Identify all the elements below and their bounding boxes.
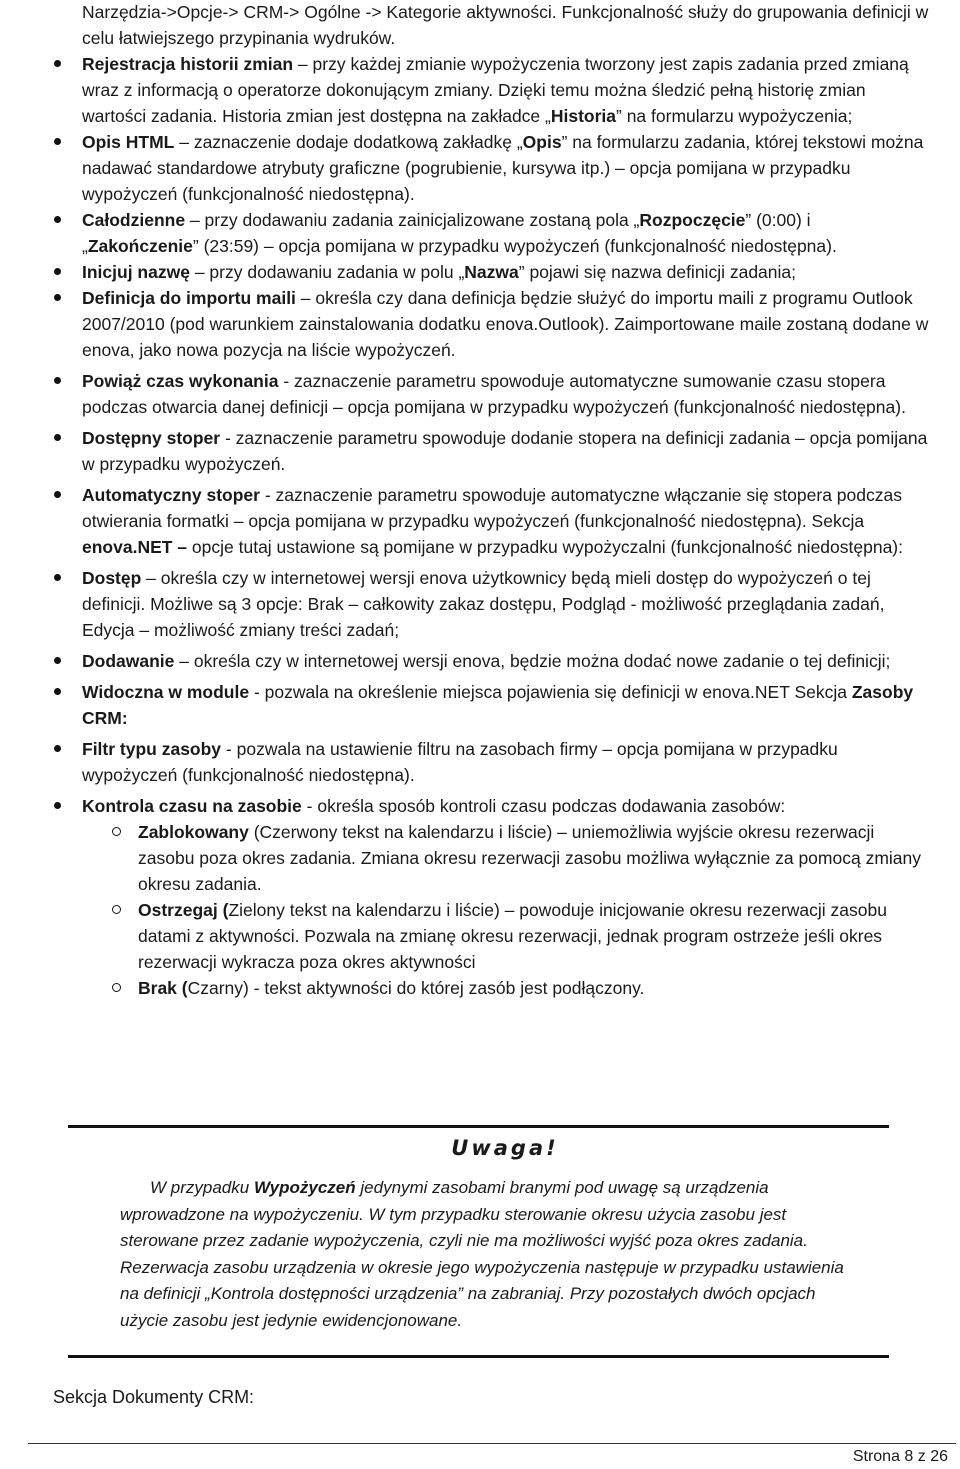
bullet-icon <box>54 657 61 664</box>
note-title: Uwaga! <box>451 1136 559 1160</box>
bullet-icon <box>54 60 61 67</box>
bullet-icon <box>54 491 61 498</box>
bullet-icon <box>54 294 61 301</box>
sub-list-item: Ostrzegaj (Zielony tekst na kalendarzu i liście) – powoduje inicjowanie okresu rezerwacji zasobu datami z aktywności. Pozwala na zmianę okresu rezerwacji, jednak program ostrzeże jeśli okres rezerwacji wykracza poza okres aktywności <box>138 897 932 975</box>
bullet-icon <box>54 434 61 441</box>
list-item: Inicjuj nazwę – przy dodawaniu zadania w polu „Nazwa” pojawi się nazwa definicji zadania; <box>82 259 932 285</box>
note-bottom-rule <box>68 1355 889 1358</box>
bullet-icon <box>54 268 61 275</box>
footer-divider <box>28 1443 956 1444</box>
bullet-icon <box>54 574 61 581</box>
circle-bullet-icon <box>112 827 121 836</box>
bullet-icon <box>54 802 61 809</box>
bullet-icon <box>54 216 61 223</box>
list-item: Dodawanie – określa czy w internetowej wersji enova, będzie można dodać nowe zadanie o tej definicji; <box>82 648 932 674</box>
bullet-icon <box>54 377 61 384</box>
circle-bullet-icon <box>112 983 121 992</box>
list-item: Dostępny stoper - zaznaczenie parametru spowoduje dodanie stopera na definicji zadania – opcja pomijana w przypadku wypożyczeń. <box>82 425 932 477</box>
sub-list-item: Zablokowany (Czerwony tekst na kalendarzu i liście) – uniemożliwia wyjście okresu rezerwacji zasobu poza okres zadania. Zmiana okresu rezerwacji zasobu możliwa wyłącznie za pomocą zmiany okresu zadania. <box>138 819 932 897</box>
list-item: Automatyczny stoper - zaznaczenie parametru spowoduje automatyczne włączanie się stopera podczas otwierania formatki – opcja pomijana w przypadku wypożyczeń (funkcjonalność niedostępna). Sekcja enova.NET – opcje tutaj ustawione są pomijane w przypadku wypożyczalni (funkcjonalność niedostępna): <box>82 482 932 560</box>
sub-list-item: Brak (Czarny) - tekst aktywności do której zasób jest podłączony. <box>138 975 932 1001</box>
bullet-icon <box>54 138 61 145</box>
circle-bullet-icon <box>112 905 121 914</box>
sub-options-list <box>82 819 932 1001</box>
list-item: Definicja do importu maili – określa czy dana definicja będzie służyć do importu maili z programu Outlook 2007/2010 (pod warunkiem zainstalowania dodatku enova.Outlook). Zaimportowane maile zostaną dodane w enova, jako nowa pozycja na liście wypożyczeń. <box>82 285 932 363</box>
note-top-rule <box>68 1125 889 1128</box>
list-item: Dostęp – określa czy w internetowej wersji enova użytkownicy będą mieli dostęp do wypożyczeń o tej definicji. Możliwe są 3 opcje: Brak – całkowity zakaz dostępu, Podgląd - możliwość przeglądania zadań, Edycja – możliwość zmiany treści zadań; <box>82 565 932 643</box>
page-number: Strona 8 z 26 <box>852 1448 948 1465</box>
list-item: Powiąż czas wykonania - zaznaczenie parametru spowoduje automatyczne sumowanie czasu stopera podczas otwarcia danej definicji – opcja pomijana w przypadku wypożyczeń (funkcjonalność niedostępna). <box>82 368 932 420</box>
list-item: Kontrola czasu na zasobie - określa sposób kontroli czasu podczas dodawania zasobów: Zablokowany (Czerwony tekst na kalendarzu i liście) – uniemożliwia wyjście okresu rezerwacji zasobu poza okres zadania. Zmiana okresu rezerwacji zasobu możliwa wyłącznie za pomocą zmiany okresu zadania. Ostrzegaj (Zielony tekst na kalendarzu i liście) – powoduje inicjowanie okresu rezerwacji zasobu datami z aktywności. Pozwala na zmianę okresu rezerwacji, jednak program ostrzeże jeśli okres rezerwacji wykracza poza okres aktywności Brak (Czarny) - tekst aktywności do której zasób jest podłączony. <box>82 793 932 1001</box>
list-item: Opis HTML – zaznaczenie dodaje dodatkową zakładkę „Opis” na formularzu zadania, której tekstowi można nadawać standardowe atrybuty graficzne (pogrubienie, kursywa itp.) – opcja pomijana w przypadku wypożyczeń (funkcjonalność niedostępna). <box>82 129 932 207</box>
options-list <box>0 51 960 1001</box>
intro-paragraph: Narzędzia->Opcje-> CRM-> Ogólne -> Kategorie aktywności. Funkcjonalność służy do grupowania definicji w celu łatwiejszego przypinania wydruków. <box>82 2 929 48</box>
note-body: W przypadku Wypożyczeń jedynymi zasobami branymi pod uwagę są urządzenia wprowadzone na wypożyczeniu. W tym przypadku sterowanie okresu użycia zasobu jest sterowane przez zadanie wypożyczenia, czyli nie ma możliwości wyjść poza okres zadania. Rezerwacja zasobu urządzenia w okresie jego wypożyczenia następuje w przypadku ustawienia na definicji „Kontrola dostępności urządzenia” na zabraniaj. Przy pozostałych dwóch opcjach użycie zasobu jest jedynie ewidencjonowane. <box>120 1178 844 1330</box>
section-title: Sekcja Dokumenty CRM: <box>53 1387 255 1407</box>
list-item: Filtr typu zasoby - pozwala na ustawienie filtru na zasobach firmy – opcja pomijana w przypadku wypożyczeń (funkcjonalność niedostępna). <box>82 736 932 788</box>
list-item: Całodzienne – przy dodawaniu zadania zainicjalizowane zostaną pola „Rozpoczęcie” (0:00) i „Zakończenie” (23:59) – opcja pomijana w przypadku wypożyczeń (funkcjonalność niedostępna). <box>82 207 932 259</box>
bullet-icon <box>54 745 61 752</box>
bullet-icon <box>54 688 61 695</box>
list-item: Widoczna w module - pozwala na określenie miejsca pojawienia się definicji w enova.NET Sekcja Zasoby CRM: <box>82 679 932 731</box>
list-item: Rejestracja historii zmian – przy każdej zmianie wypożyczenia tworzony jest zapis zadania przed zmianą wraz z informacją o operatorze dokonującym zmiany. Dzięki temu można śledzić pełną historię zmian wartości zadania. Historia zmian jest dostępna na zakładce „Historia” na formularzu wypożyczenia; <box>82 51 932 129</box>
